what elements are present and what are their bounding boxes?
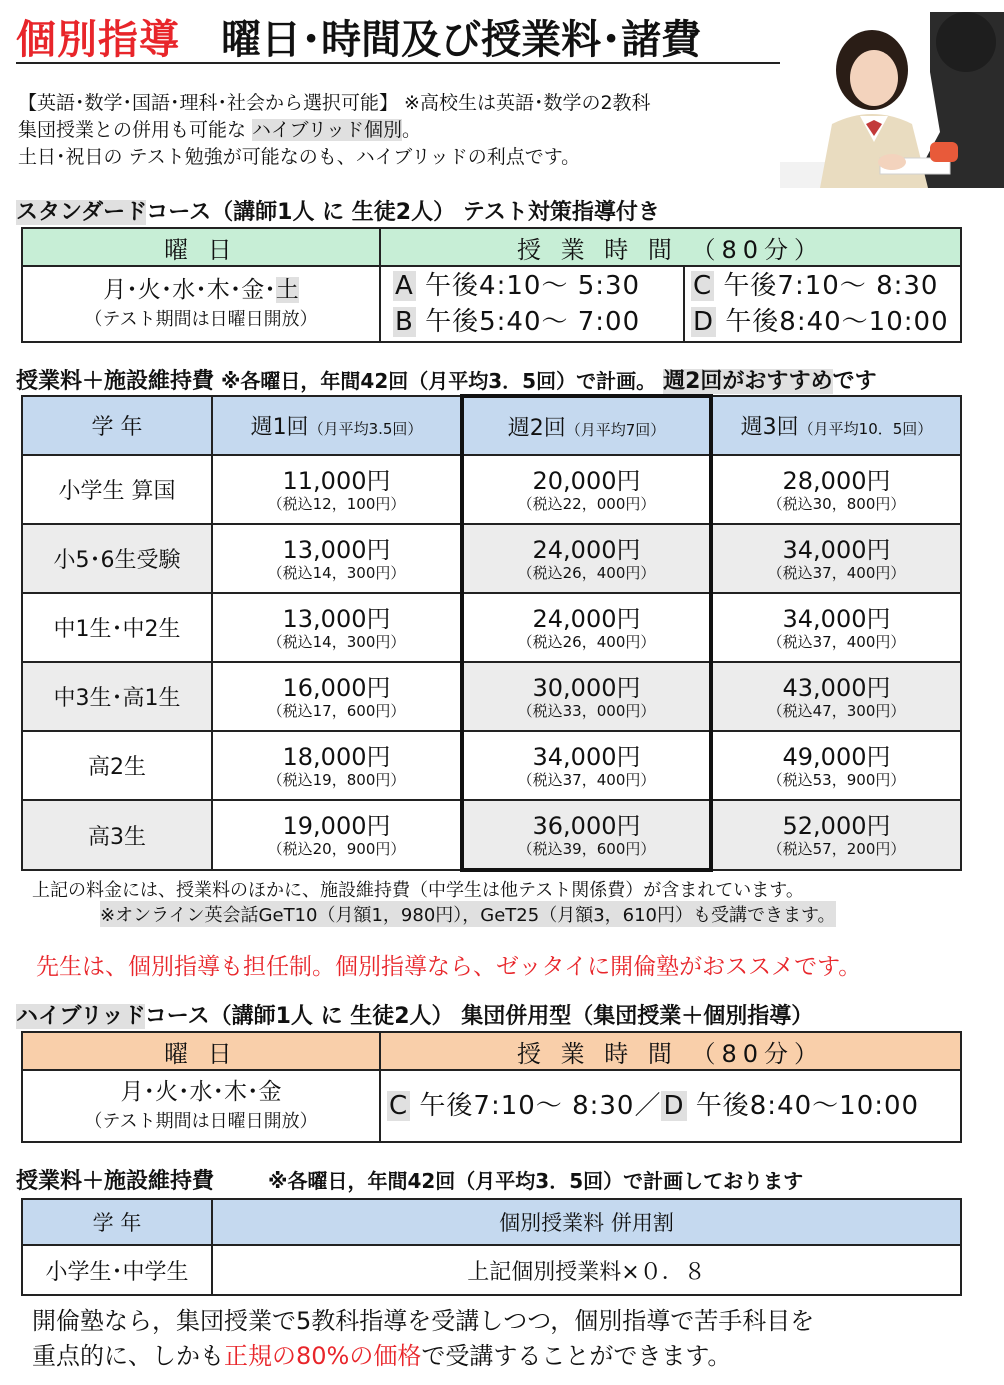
head-time: 授 業 時 間 （80分） [380, 228, 961, 266]
fee-cell: 28,000円 （税込30，800円） [711, 455, 961, 524]
fee-cell: 34,000円 （税込37，400円） [711, 593, 961, 662]
fee-cell: 13,000円 （税込14，300円） [212, 593, 462, 662]
fees-title: 授業料＋施設維持費 ※各曜日，年間42回（月平均3．5回）で計画。 週2回がおすすめです [16, 369, 877, 394]
standard-days-note: （テスト期間は日曜日開放） [84, 309, 318, 330]
fee-head-col2: 週2回（月平均7回） [462, 396, 711, 455]
slot-c: C 午後7:10～ 8:30 [693, 271, 939, 301]
discount-highlight: 正規の80%の価格 [224, 1342, 422, 1370]
head-day: 曜 日 [22, 1032, 380, 1070]
fee-grade: 高3生 [22, 800, 212, 870]
hybrid-fee-head: 個別授業料 併用割 [212, 1199, 961, 1245]
fee-row [22, 524, 961, 593]
fee-head-grade: 学 年 [22, 396, 212, 455]
intro-line1: 【英語･数学･国語･理科･社会から選択可能】 ※高校生は英語･数学の2教科 [18, 92, 651, 114]
standard-course-title: スタンダードコース（講師1人 に 生徒2人） テスト対策指導付き [16, 200, 660, 225]
fee-cell: 36,000円 （税込39，600円） [462, 800, 711, 870]
slot-a: A 午後4:10～ 5:30 [395, 271, 641, 301]
head-day: 曜 日 [22, 228, 380, 266]
fee-cell: 30,000円 （税込33，000円） [462, 662, 711, 731]
title-red: 個別指導 [16, 17, 180, 63]
fee-grade: 中3生･高1生 [22, 662, 212, 731]
page-title [16, 8, 806, 64]
fee-cell: 19,000円 （税込20，900円） [212, 800, 462, 870]
closing-line2: 重点的に、しかも正規の80%の価格で受講することができます。 [32, 1342, 732, 1370]
fee-head-col1: 週1回（月平均3.5回） [212, 396, 462, 455]
fee-note: 上記の料金には、授業料のほかに、施設維持費（中学生は他テスト関係費）が含まれています。 [32, 880, 804, 901]
hybrid-days-cell [22, 1070, 380, 1142]
standard-days: 月･火･水･木･金･土 [103, 277, 299, 303]
hybrid-schedule-table [21, 1031, 962, 1143]
fee-row [22, 662, 961, 731]
online-english-note: ※オンライン英会話GeT10（月額1，980円），GeT25（月額3，610円）も受講できます。 [100, 901, 836, 927]
intro-line2: 集団授業との併用も可能な ハイブリッド個別。 [18, 119, 421, 141]
slots-ab [381, 267, 685, 341]
standard-times-cell [380, 266, 961, 342]
fee-row [22, 800, 961, 870]
fee-head-col3: 週3回（月平均10．5回） [711, 396, 961, 455]
fee-grade: 中1生･中2生 [22, 593, 212, 662]
hybrid-fee-head-grade: 学 年 [22, 1199, 212, 1245]
fee-cell: 18,000円 （税込19，800円） [212, 731, 462, 800]
fee-grade: 小5･6生受験 [22, 524, 212, 593]
hybrid-highlight: ハイブリッド個別 [252, 119, 402, 141]
closing-line1: 開倫塾なら，集団授業で5教科指導を受講しつつ，個別指導で苦手科目を [32, 1307, 815, 1335]
intro-text [18, 90, 651, 171]
fee-cell: 34,000円 （税込37，400円） [711, 524, 961, 593]
fee-cell: 49,000円 （税込53，900円） [711, 731, 961, 800]
fee-cell: 34,000円 （税込37，400円） [462, 731, 711, 800]
fee-cell: 11,000円 （税込12，100円） [212, 455, 462, 524]
head-time: 授 業 時 間 （80分） [380, 1032, 961, 1070]
fee-cell: 24,000円 （税込26，400円） [462, 524, 711, 593]
fee-grade: 小学生 算国 [22, 455, 212, 524]
fee-table-header [22, 396, 961, 455]
fee-cell: 13,000円 （税込14，300円） [212, 524, 462, 593]
standard-schedule-table [21, 227, 962, 343]
fee-grade: 高2生 [22, 731, 212, 800]
intro-line3: 土日･祝日の テスト勉強が可能なのも、ハイブリッドの利点です。 [18, 146, 581, 168]
fee-cell: 52,000円 （税込57，200円） [711, 800, 961, 870]
fee-cell: 24,000円 （税込26，400円） [462, 593, 711, 662]
fee-cell: 16,000円 （税込17，600円） [212, 662, 462, 731]
standard-days-cell [22, 266, 380, 342]
fee-cell: 43,000円 （税込47，300円） [711, 662, 961, 731]
title-black: 曜日･時間及び授業料･諸費 [221, 17, 702, 63]
slots-cd [685, 267, 960, 341]
hybrid-fee-table [21, 1198, 962, 1296]
slot-b: B 午後5:40～ 7:00 [395, 307, 641, 337]
hybrid-fee-grade: 小学生･中学生 [22, 1245, 212, 1295]
student-studying-photo [780, 12, 1004, 188]
fee-row [22, 593, 961, 662]
red-message: 先生は、個別指導も担任制。個別指導なら、ゼッタイに開倫塾がおススメです。 [36, 954, 862, 980]
slot-d: D 午後8:40～10:00 [693, 307, 949, 337]
hybrid-fees-title: 授業料＋施設維持費 ※各曜日，年間42回（月平均3．5回）で計画しております [16, 1169, 804, 1194]
hybrid-fee-value: 上記個別授業料×０．８ [212, 1245, 961, 1295]
hybrid-days: 月･火･水･木･金 [120, 1079, 282, 1105]
hybrid-slots: C 午後7:10～ 8:30／D 午後8:40～10:00 [389, 1091, 920, 1121]
fee-table [21, 394, 962, 872]
fee-row [22, 731, 961, 800]
closing-text [32, 1304, 814, 1374]
hybrid-times-cell [380, 1070, 961, 1142]
recommend-badge: 週2回がおすすめ [663, 369, 833, 394]
hybrid-course-title: ハイブリッドコース（講師1人 に 生徒2人） 集団併用型（集団授業＋個別指導） [16, 1004, 814, 1029]
fee-row [22, 455, 961, 524]
fee-cell: 20,000円 （税込22，000円） [462, 455, 711, 524]
hybrid-days-note: （テスト期間は日曜日開放） [84, 1111, 318, 1132]
